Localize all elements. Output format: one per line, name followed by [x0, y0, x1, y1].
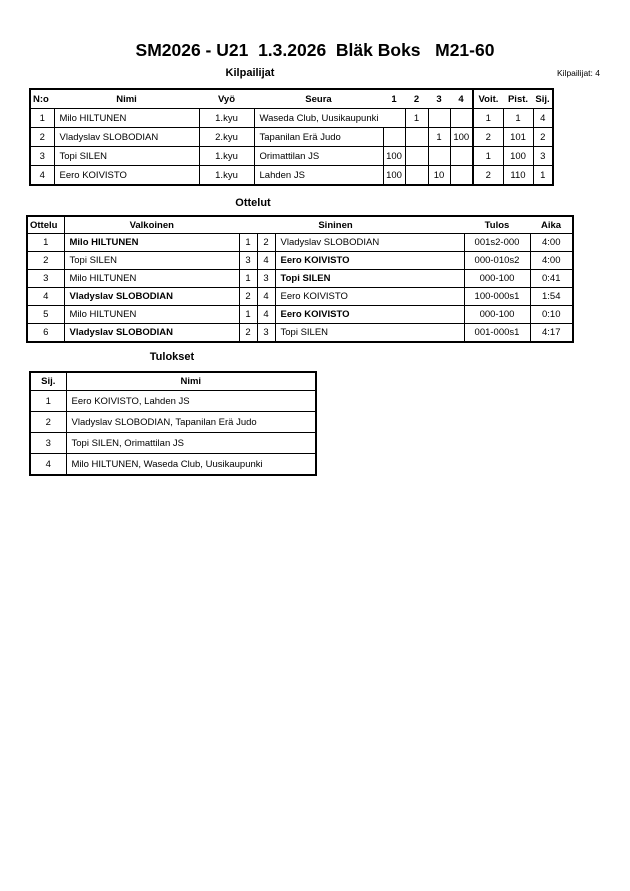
cell-blue_no: 4: [257, 288, 275, 306]
cell-voit: 2: [473, 166, 503, 186]
cell-sij: 2: [533, 128, 553, 147]
cell-white: Vladyslav SLOBODIAN: [64, 288, 239, 306]
cell-no: 1: [30, 109, 54, 128]
cell-sij: 4: [533, 109, 553, 128]
cell-nimi: Milo HILTUNEN: [54, 109, 199, 128]
cell-sij: 2: [30, 412, 66, 433]
cell-white: Milo HILTUNEN: [64, 270, 239, 288]
table-row: [30, 147, 553, 166]
col-header-3: 3: [428, 89, 450, 109]
cell-blue: Eero KOIVISTO: [275, 306, 464, 324]
col-header-vyo: Vyö: [199, 89, 254, 109]
col-header-tulos: Tulos: [464, 216, 530, 234]
cell-r2: [405, 128, 428, 147]
col-header-nimi: Nimi: [66, 372, 316, 391]
tulokset-header-row: [30, 372, 316, 391]
cell-sij: 3: [30, 433, 66, 454]
table-row: [27, 324, 573, 343]
cell-blue: Eero KOIVISTO: [275, 252, 464, 270]
cell-r4: [450, 166, 473, 186]
table-row: [27, 252, 573, 270]
col-header-pist: Pist.: [503, 89, 533, 109]
cell-no: 4: [30, 166, 54, 186]
table-row: [27, 306, 573, 324]
cell-pist: 110: [503, 166, 533, 186]
kilpailijat-header-row: [30, 89, 553, 109]
cell-seura: Waseda Club, Uusikaupunki: [254, 109, 383, 128]
cell-nimi: Eero KOIVISTO: [54, 166, 199, 186]
cell-r1: [383, 109, 405, 128]
cell-r1: 100: [383, 166, 405, 186]
cell-sij: 3: [533, 147, 553, 166]
cell-white_no: 1: [239, 270, 257, 288]
col-header-2: 2: [405, 89, 428, 109]
table-row: [30, 128, 553, 147]
col-header-sininen: Sininen: [275, 216, 464, 234]
cell-tulos: 100-000s1: [464, 288, 530, 306]
cell-pist: 100: [503, 147, 533, 166]
cell-seura: Lahden JS: [254, 166, 383, 186]
cell-white_no: 1: [239, 306, 257, 324]
cell-aika: 0:41: [530, 270, 573, 288]
cell-blue_no: 3: [257, 324, 275, 343]
ottelut-heading: Ottelut: [235, 197, 271, 209]
cell-no: 3: [27, 270, 64, 288]
cell-aika: 0:10: [530, 306, 573, 324]
cell-tulos: 000-100: [464, 306, 530, 324]
cell-white: Topi SILEN: [64, 252, 239, 270]
cell-tulos: 000-100: [464, 270, 530, 288]
col-header-voit: Voit.: [473, 89, 503, 109]
cell-aika: 4:17: [530, 324, 573, 343]
cell-r3: [428, 109, 450, 128]
cell-no: 2: [30, 128, 54, 147]
cell-pist: 101: [503, 128, 533, 147]
table-row: [30, 454, 316, 476]
cell-vyo: 1.kyu: [199, 166, 254, 186]
col-header-white-no: [239, 216, 257, 234]
table-row: [30, 391, 316, 412]
cell-r4: [450, 109, 473, 128]
cell-aika: 4:00: [530, 234, 573, 252]
cell-blue_no: 3: [257, 270, 275, 288]
col-header-valkoinen: Valkoinen: [64, 216, 239, 234]
cell-nimi: Eero KOIVISTO, Lahden JS: [66, 391, 316, 412]
col-header-ottelu: Ottelu: [27, 216, 64, 234]
cell-r3: [428, 147, 450, 166]
cell-white: Vladyslav SLOBODIAN: [64, 324, 239, 343]
cell-vyo: 1.kyu: [199, 109, 254, 128]
cell-nimi: Vladyslav SLOBODIAN: [54, 128, 199, 147]
kilpailijat-body: [30, 109, 553, 186]
table-row: [30, 433, 316, 454]
cell-no: 5: [27, 306, 64, 324]
cell-nimi: Topi SILEN, Orimattilan JS: [66, 433, 316, 454]
table-row: [27, 270, 573, 288]
table-row: [27, 234, 573, 252]
cell-r1: [383, 128, 405, 147]
competitor-count: Kilpailijat: 4: [557, 68, 600, 78]
cell-r2: 1: [405, 109, 428, 128]
cell-nimi: Topi SILEN: [54, 147, 199, 166]
tulokset-body: [30, 391, 316, 476]
cell-white_no: 2: [239, 288, 257, 306]
kilpailijat-table: [29, 88, 554, 186]
cell-white: Milo HILTUNEN: [64, 306, 239, 324]
cell-sij: 4: [30, 454, 66, 476]
table-row: [30, 109, 553, 128]
cell-sij: 1: [533, 166, 553, 186]
cell-r1: 100: [383, 147, 405, 166]
col-header-nimi: Nimi: [54, 89, 199, 109]
cell-blue: Topi SILEN: [275, 324, 464, 343]
col-header-aika: Aika: [530, 216, 573, 234]
table-row: [30, 412, 316, 433]
cell-blue_no: 4: [257, 252, 275, 270]
cell-tulos: 001s2-000: [464, 234, 530, 252]
cell-r2: [405, 147, 428, 166]
cell-no: 1: [27, 234, 64, 252]
col-header-4: 4: [450, 89, 473, 109]
cell-aika: 4:00: [530, 252, 573, 270]
cell-voit: 1: [473, 147, 503, 166]
col-header-blue-no: [257, 216, 275, 234]
cell-white: Milo HILTUNEN: [64, 234, 239, 252]
cell-no: 3: [30, 147, 54, 166]
cell-blue: Topi SILEN: [275, 270, 464, 288]
cell-r4: 100: [450, 128, 473, 147]
ottelut-table: [26, 215, 574, 343]
col-header-sij: Sij.: [30, 372, 66, 391]
tulokset-heading: Tulokset: [149, 351, 195, 363]
cell-r2: [405, 166, 428, 186]
col-header-1: 1: [383, 89, 405, 109]
cell-sij: 1: [30, 391, 66, 412]
cell-vyo: 2.kyu: [199, 128, 254, 147]
col-header-no: N:o: [30, 89, 54, 109]
cell-no: 4: [27, 288, 64, 306]
cell-voit: 2: [473, 128, 503, 147]
cell-vyo: 1.kyu: [199, 147, 254, 166]
cell-r3: 10: [428, 166, 450, 186]
cell-seura: Tapanilan Erä Judo: [254, 128, 383, 147]
cell-no: 2: [27, 252, 64, 270]
ottelut-body: [27, 234, 573, 343]
col-header-sij: Sij.: [533, 89, 553, 109]
cell-pist: 1: [503, 109, 533, 128]
col-header-seura: Seura: [254, 89, 383, 109]
kilpailijat-heading: Kilpailijat: [225, 67, 275, 79]
table-row: [27, 288, 573, 306]
tulokset-table: [29, 371, 317, 476]
cell-tulos: 001-000s1: [464, 324, 530, 343]
cell-tulos: 000-010s2: [464, 252, 530, 270]
cell-blue_no: 2: [257, 234, 275, 252]
cell-voit: 1: [473, 109, 503, 128]
ottelut-header-row: [27, 216, 573, 234]
cell-white_no: 1: [239, 234, 257, 252]
cell-blue: Vladyslav SLOBODIAN: [275, 234, 464, 252]
page-title: SM2026 - U21 1.3.2026 Bläk Boks M21-60: [135, 40, 495, 60]
cell-white_no: 3: [239, 252, 257, 270]
cell-no: 6: [27, 324, 64, 343]
cell-nimi: Milo HILTUNEN, Waseda Club, Uusikaupunki: [66, 454, 316, 476]
cell-white_no: 2: [239, 324, 257, 343]
cell-r4: [450, 147, 473, 166]
cell-seura: Orimattilan JS: [254, 147, 383, 166]
cell-blue_no: 4: [257, 306, 275, 324]
cell-r3: 1: [428, 128, 450, 147]
cell-blue: Eero KOIVISTO: [275, 288, 464, 306]
cell-nimi: Vladyslav SLOBODIAN, Tapanilan Erä Judo: [66, 412, 316, 433]
table-row: [30, 166, 553, 186]
cell-aika: 1:54: [530, 288, 573, 306]
